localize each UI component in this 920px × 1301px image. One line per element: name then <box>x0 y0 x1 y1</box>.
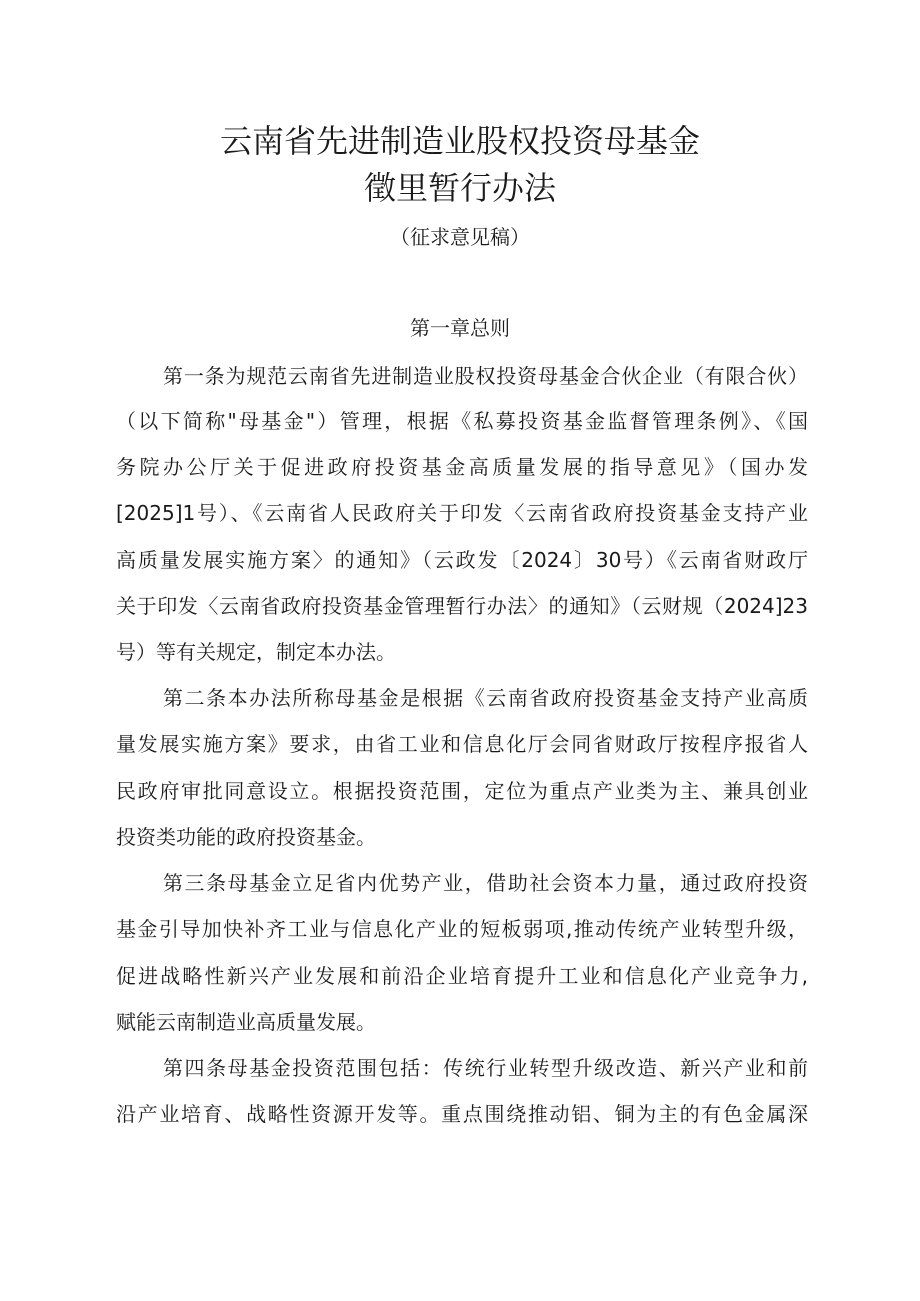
article-2-line-4: 投资类功能的政府投资基金。 <box>116 825 376 849</box>
article-4-line-1: 第四条母基金投资范围包括：传统行业转型升级改造、新兴产业和前 <box>163 1056 808 1080</box>
article-3-line-1: 第三条母基金立足省内优势产业，借助社会资本力量，通过政府投资 <box>163 871 808 895</box>
article-3-line-2: 基金引导加快补齐工业与信息化产业的短板弱项,推动传统产业转型升级， <box>116 917 808 941</box>
chapter-heading: 第一章总则 <box>410 316 510 340</box>
document-title-line-1: 云南省先进制造业股权投资母基金 <box>219 122 700 160</box>
document-title-line-2: 徵里暂行办法 <box>363 169 556 207</box>
article-2-line-2: 量发展实施方案》要求，由省工业和信息化厅会同省财政厅按程序报省人 <box>116 732 808 756</box>
article-3-line-4: 赋能云南制造业高质量发展。 <box>116 1010 376 1034</box>
article-1-line-2: （以下简称"母基金"）管理，根据《私募投资基金监督管理条例》、《国 <box>116 409 808 433</box>
article-2-line-1: 第二条本办法所称母基金是根据《云南省政府投资基金支持产业高质 <box>163 686 808 710</box>
article-1-line-1: 第一条为规范云南省先进制造业股权投资母基金合伙企业（有限合伙） <box>163 364 808 388</box>
article-1-line-7: 号）等有关规定，制定本办法。 <box>116 640 396 664</box>
article-1-line-4: [2025]1号）、《云南省人民政府关于印发〈云南省政府投资基金支持产业 <box>116 501 808 525</box>
article-2-line-3: 民政府审批同意设立。根据投资范围，定位为重点产业类为主、兼具创业 <box>116 779 808 803</box>
article-3-line-3: 促进战略性新兴产业发展和前沿企业培育提升工业和信息化产业竞争力, <box>116 964 808 988</box>
article-1-line-3: 务院办公厅关于促进政府投资基金高质量发展的指导意见》（国办发 <box>116 455 808 479</box>
article-1-line-5: 高质量发展实施方案〉的通知》（云政发〔2024〕30号）《云南省财政厅 <box>116 548 808 572</box>
article-4-line-2: 沿产业培育、战略性资源开发等。重点围绕推动铝、铜为主的有色金属深 <box>116 1102 808 1126</box>
article-1-line-6: 关于印发〈云南省政府投资基金管理暂行办法〉的通知》（云财规（2024]23 <box>116 594 808 618</box>
document-subtitle: （征求意见稿） <box>390 225 530 249</box>
